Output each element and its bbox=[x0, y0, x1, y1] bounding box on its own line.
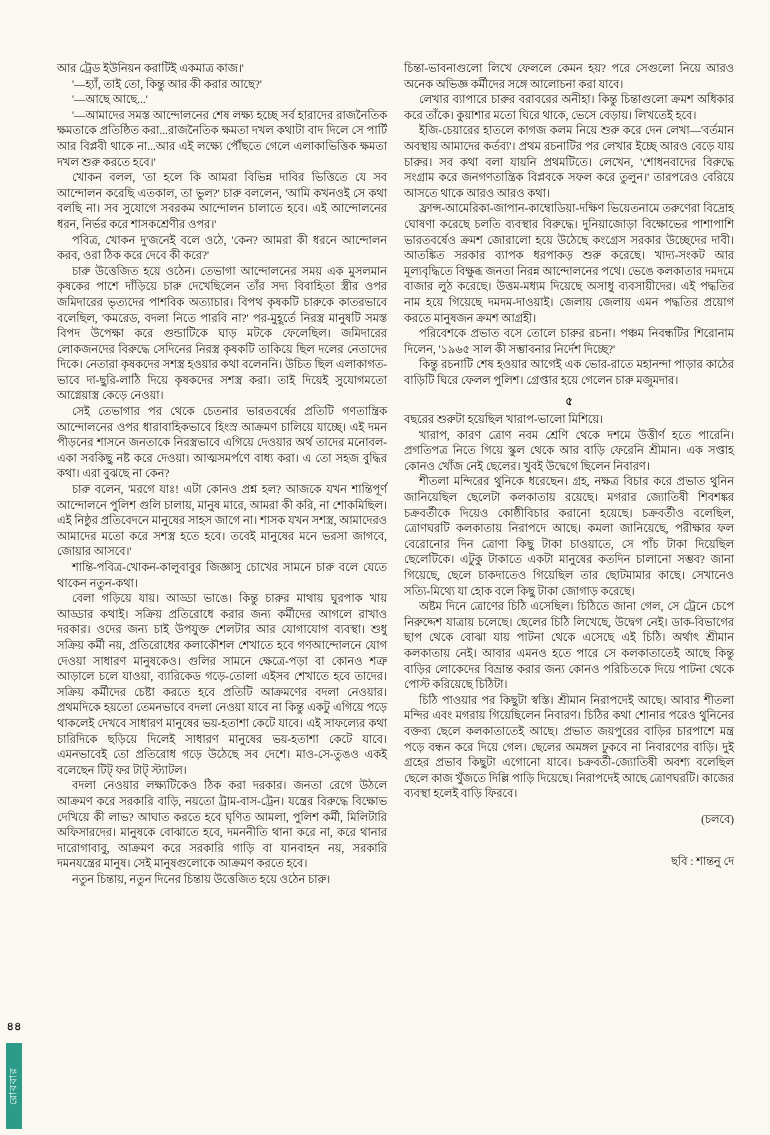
paragraph: ফ্রান্স-আমেরিকা-জাপান-কাম্বোডিয়া-দক্ষিণ ভিয়েতনামে তরুণেরা বিদ্রোহ ঘোষণা করেছে চলতি ব্যবস্থার বিরুদ্ধে। দুনিয়াজোড়া বিক্ষোভের পাশাপাশি ভারতবর্ষেও ক্রমশ জোরালো হয়ে উঠেছে কংগ্রেস সরকার উচ্ছেদের দাবী। আতঙ্কিত সরকার ব্যাপক ধরপাকড় শুরু করেছে। খাদ্য-সংকট আর মূল্যবৃদ্ধিতে বিক্ষুব্ধ জনতা নিরন্ন আন্দোলনের পথে। ভেঙে কলকাতার দমদমে বাজার লুঠ করেছে। উত্তম-মধ্যম দিয়েছে অসাধু ব্যবসায়ীদের। এই পদ্ধতির নাম হয়ে গিয়েছে দমদম-দাওয়াই। জেলায় জেলায় এমন পদ্ধতির প্রয়োগ করতে মানুষজন ক্রমশ আগ্রহী। bbox=[404, 203, 734, 325]
paragraph: সেই তেভাগার পর থেকে চেতনার ভারতবর্ষের প্রতিটি গণতান্ত্রিক আন্দোলনের ওপর ধারাবাহিকভাবে হিংস্র আক্রমণ চালিয়ে যাচ্ছে। এই দমন পীড়নের শাসনে জনতাকে নিরস্ত্রভাবে এগিয়ে দেওয়ার অর্থ তাদের মনোবল-একা সবকিছু নষ্ট করে দেওয়া। আত্মসমর্পণে বাধ্য করা। এ তো সহজ বুদ্ধির কথা। এরা বুঝছে না কেন? bbox=[57, 406, 387, 481]
paragraph: '—আমাদের সমস্ত আন্দোলনের শেষ লক্ষ্য হচ্ছে সর্ব হারাদের রাজনৈতিক ক্ষমতাকে প্রতিষ্ঠিত করা...রাজনৈতিক ক্ষমতা দখল কথাটা বাদ দিলে সে পার্টি আর বিপ্লবী থাকে না...আর এই লক্ষ্যে পৌঁছতে গেলে এলাকাভিত্তিক ক্ষমতা দখল শুরু করতে হবে।' bbox=[57, 109, 387, 169]
paragraph: কিন্তু রচনাটি শেষ হওয়ার আগেই এক ভোর-রাতে মহানন্দা পাড়ার কাঠের বাড়িটি ঘিরে ফেলল পুলিশ। গ্রেপ্তার হয়ে গেলেন চারু মজুমদার। bbox=[404, 359, 734, 387]
photo-credit: ছবি : শান্তনু দে bbox=[671, 855, 734, 868]
right-column bbox=[404, 62, 734, 888]
paragraph: চারু উত্তেজিত হয়ে ওঠেন। তেভাগা আন্দোলনের সময় এক মুসলমান কৃষকের পাশে দাঁড়িয়ে চারু দেখেছিলেন তাঁর সদ্য বিবাহিতা স্ত্রীর ওপর জমিদারের ভৃত্যদের পাশবিক অত্যাচার। বিপথ কৃষকটি চারুকে কাতরভাবে বলেছিল, 'কমরেড, বদলা নিতে পারবি না?' পর-মুহূর্তে নিরস্ত্র মানুষটি সমস্ত বিপদ উপেক্ষা করে গুন্ডাটিকে ঘাড় মটকে ফেলেছিল। জমিদারের লোকজনদের বিরুদ্ধে সেদিনের নিরস্ত্র কৃষকটি তাকিয়ে ছিল দলের নেতাদের দিকে। নেতারা কৃষকদের সশস্ত্র হওয়ার কথা বলেননি। উচিত ছিল এলাকাগত-ভাবে দা-ছুরি-লাঠি দিয়ে কৃষকদের সশস্ত্র করা। তাই দিয়েই সুযোগমতো আগ্নেয়াস্ত্র কেড়ে নেওয়া। bbox=[57, 265, 387, 403]
masthead-label: রোববার bbox=[7, 1067, 20, 1105]
paragraph: অষ্টম দিনে ত্রোণের চিঠি এসেছিল। চিঠিতে জানা গেল, সে ট্রেনে চেপে নিরুদ্দেশ যাত্রায় চলেছে। ছেলের চিঠি লিখেছে, উদ্বেগ নেই। ডাক-বিভাগের ছাপ থেকে বোঝা যায় পাটনা থেকে এসেছে এই চিঠি। অর্থাৎ শ্রীমান কলকাতায় নেই। আবার এমনও হতে পারে সে কলকাতাতেই আছে কিন্তু বাড়ির লোকেদের বিভ্রান্ত করার জন্য কোনও পরিচিতকে দিয়ে পাটনা থেকে পোস্ট করিয়েছে চিঠিটা। bbox=[404, 601, 734, 692]
paragraph: খোকন বলল, 'তা হলে কি আমরা বিভিন্ন দাবির ভিত্তিতে যে সব আন্দোলন করেছি এতকাল, তা ভুল?' চারু বললেন, 'আমি কখনওই সে কথা বলছি না। সব সুযোগে সবরকম আন্দোলন চালাতে হবে। এই আন্দোলনের ধরন, নির্ভর করে শাসকশ্রেণীর ওপর।' bbox=[57, 172, 387, 231]
paragraph: পরিবেশকে প্রভাত বসে তোলে চারুর রচনা। পঞ্চম নিবন্ধটির শিরোনাম দিলেন, '১৯৬৫ সাল কী সম্ভাবনার নির্দেশ দিচ্ছে?' bbox=[404, 328, 734, 356]
paragraph: খারাপ, কারণ ত্রোণ নবম শ্রেণি থেকে দশমে উত্তীর্ণ হতে পারেনি। প্রগতিপত্র নিতে গিয়ে স্কুল থেকে আর বাড়ি ফেরেনি শ্রীমান। এক সপ্তাহ কোনও খোঁজ নেই ছেলের। খুবই উদ্বেগে ছিলেন নিবারণ। bbox=[404, 429, 734, 473]
article-body bbox=[57, 62, 734, 888]
paragraph: ইজি-চেয়ারের হাতলে কাগজ কলম নিয়ে শুরু করে দেন লেখা—'বর্তমান অবস্থায় আমাদের কর্তব্য'। প্রথম রচনাটির পর লেখার ইচ্ছে আরও বেড়ে যায় চারুর। সব কথা বলা যায়নি প্রথমটিতে। লেখেন, 'শোধনবাদের বিরুদ্ধে সংগ্রাম করে জনগণতান্ত্রিক বিপ্লবকে সফল করে তুলুন।' তারপরেও বেরিয়ে আসতে থাকে আরও আরও কথা। bbox=[404, 125, 734, 200]
paragraph: আর ট্রেড ইউনিয়ন করাটিই একমাত্র কাজ।' bbox=[57, 63, 244, 75]
paragraph: শীতলা মন্দিরের থুনিকে ধরেছেন। গ্রহ, নক্ষত্র বিচার করে প্রভাত থুনিন জানিয়েছিল ছেলেটা কলকাতায় রয়েছে। মগরার জ্যোতিষী শিবশঙ্কর চক্রবর্তীকে দিয়েও কোষ্ঠীবিচার করানো হয়েছে। চক্রবর্তীও বলেছিল, ত্রোণঘরটি কলকাতায় নিরাপদে আছে। কমলা জানিয়েছে, পরীক্ষার ফল বেরোনোর দিন ত্রোণা কিছু টাকা চাওয়াতে, সে পাঁচ টাকা দিয়েছিল ছেলেটিকে। এটুকু টাকাতে একটা মানুষের কতদিন চালানো সম্ভব? জানা গিয়েছে, ছেলে চাকদাতেও গিয়েছিল তার ছোটমামার কাছে। সেখানেও সত্যি-মিথ্যে যা হোক বলে কিছু টাকা জোগাড় করেছে। bbox=[404, 476, 734, 598]
section-number: ৫ bbox=[565, 396, 573, 409]
paragraph: নতুন চিন্তায়, নতুন দিনের চিন্তায় উত্তেজিত হয়ে ওঠেন চারু। bbox=[72, 873, 331, 886]
paragraph: '—হ্যাঁ, তাই তো, কিন্তু আর কী করার আছে?' bbox=[72, 78, 262, 91]
paragraph: চিন্তা-ভাবনাগুলো লিখে ফেললে কেমন হয়? পরে সেগুলো নিয়ে আরও অনেক অভিজ্ঞ কর্মীদের সঙ্গে আলোচনা করা যাবে। bbox=[404, 63, 734, 91]
paragraph: শান্তি-পবিত্র-খোকন-কালুবাবুর জিজ্ঞাসু চোখের সামনে চারু বলে যেতে থাকেন নতুন-কথা। bbox=[57, 562, 387, 590]
paragraph: '—আছে আছে...' bbox=[72, 94, 148, 107]
paragraph: চারু বলেন, 'মরগে যাঃ! এটা কোনও প্রশ্ন হল? আজকে যখন শান্তিপূর্ণ আন্দোলনে পুলিশ গুলি চালায়, মানুষ মারে, আমরা কী করি, না শোকমিছিল। এই নিষ্ঠুর প্রতিবেদনে মানুষের সাহস জাগে না। শাসক যখন সশস্ত্র, আমাদেরও আমাদের মতো করে সশস্ত্র হতে হবে। তবেই মানুষের মনে ভরসা জাগবে, জোয়ার আসবে।' bbox=[57, 484, 387, 559]
paragraph: বদলা নেওয়ার লক্ষ্যটিকেও ঠিক করা দরকার। জনতা রেগে উঠলে আক্রমণ করে সরকারি বাড়ি, নয়তো ট্রাম-বাস-ট্রেন। যন্ত্রের বিরুদ্ধে বিক্ষোভ দেখিয়ে কী লাভ? আঘাত করতে হবে ঘৃণিত আমলা, পুলিশ কর্মী, মিলিটারি অফিসারদের। মানুষকে বোঝাতে হবে, দমননীতি থানা করে না, করে থানার দারোগাবাবু, আক্রমণ করে সরকারি গাড়ি বা যানবাহন নয়, সরকারি দমনযন্ত্রের মানুষ। সেই মানুষগুলোকে আক্রমণ করতে হবে। bbox=[57, 780, 387, 871]
paragraph: বেলা গড়িয়ে যায়। আড্ডা ভাঙে। কিন্তু চারুর মাথায় ঘুরপাক খায় আড্ডার কথাই। সক্রিয় প্রতিরোধে করার জন্য কর্মীদের আগলে রাখাও দরকার। ওদের জন্য চাই উপযুক্ত শেলটার আর যোগাযোগ ব্যবস্থা। শুধু সক্রিয় কর্মী নয়, প্রতিরোধের কলাকৌশল শেখাতে হবে গণআন্দোলনে যোগ দেওয়া সাধারণ মানুষকেও। গুলির সামনে ক্ষেত্রে-পড়া বা কোনও শত্রু আড়ালে চলে যাওয়া, ব্যারিকেড গড়ে-তোলা এইসব শেখাতে হবে তাদের। সক্রিয় কর্মীদের চেষ্টা করতে হবে প্রতিটি আক্রমণের বদলা নেওয়ার। প্রথমদিকে হয়তো তেমনভাবে বদলা নেওয়া যাবে না কিন্তু একটু এগিয়ে পড়ে থাকলেই দেখবে সাধারণ মানুষের ভয়-হতাশা কেটে যাবে। এই সাফল্যের কথা চারিদিকে ছড়িয়ে দিলেই সাধারণ মানুষের ভয়-হতাশা কেটে যাবে। এমনভাবেই তো প্রতিরোধ গড়ে উঠেছে সব দেশে। মাও-সে-তুঙও একই বলেছেন টিট্‌ ফর টাট্‌ স্ট্যাটল। bbox=[57, 593, 387, 777]
to-be-continued: (চলবে) bbox=[701, 813, 734, 826]
paragraph: লেখার ব্যাপারে চারুর বরাবরের অনীহা। কিন্তু চিন্তাগুলো ক্রমশ অধিকার করে তাঁকে। কুয়াশার মতো ঘিরে থাকে, ভেসে বেড়ায়। লিখতেই হবে। bbox=[404, 94, 734, 122]
left-column bbox=[57, 62, 387, 888]
page-number: ৪৪ bbox=[6, 1021, 22, 1033]
paragraph: চিঠি পাওয়ার পর কিছুটা স্বস্তি। শ্রীমান নিরাপদেই আছে। আবার শীতলা মন্দির এবং মগরায় গিয়েছিলেন নিবারণ। চিঠির কথা শোনার পরেও থুনিনের বক্তব্য ছেলে কলকাতাতেই আছে। প্রভাত জয়পুরের বাড়ির চারপাশে মন্ত্র পড়ে বন্ধন করে দিয়ে গেল। ছেলের অমঙ্গল ঢুকবে না নিবারণের বাড়ি। দুই গ্রহের প্রভাব কিছুটা এগোনো যাবে। চক্রবর্তী-জ্যোতিষী অবশ্য বলেছিল ছেলে কাজ খুঁজতে দিল্লি পাড়ি দিয়েছে। নিরাপদেই আছে ত্রোণঘরটি। কাজের ব্যবস্থা হলেই বাড়ি ফিরবে। bbox=[404, 694, 734, 801]
paragraph: বছরের শুরুটা হয়েছিল খারাপ-ভালো মিশিয়ে। bbox=[404, 414, 604, 427]
masthead-vertical-bar bbox=[6, 1043, 22, 1129]
paragraph: পবিত্র, খোকন দু'জনেই বলে ওঠে, 'কেন? আমরা কী ধরনে আন্দোলন করব, ওরা ঠিক করে দেবে কী করে?' bbox=[57, 234, 387, 263]
